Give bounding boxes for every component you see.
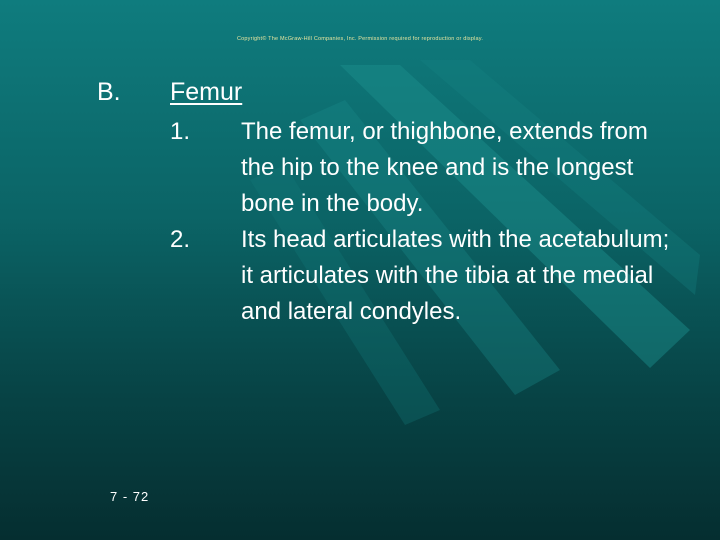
item-number: 1.	[170, 118, 191, 145]
item-text: Its head articulates with the acetabulum; it articulates with the tibia at the medial and lateral condyles.	[241, 226, 670, 325]
item-number: 2.	[170, 226, 191, 253]
section-title: Femur	[170, 78, 243, 106]
item-text: The femur, or thighbone, extends from the hip to the knee and is the longest bone in the body.	[241, 118, 648, 217]
section-letter: B.	[97, 78, 121, 106]
page-number: 7 - 72	[110, 489, 150, 504]
copyright-notice: Copyright© The McGraw-Hill Companies, Inc. Permission required for reproduction or display.	[236, 36, 484, 42]
